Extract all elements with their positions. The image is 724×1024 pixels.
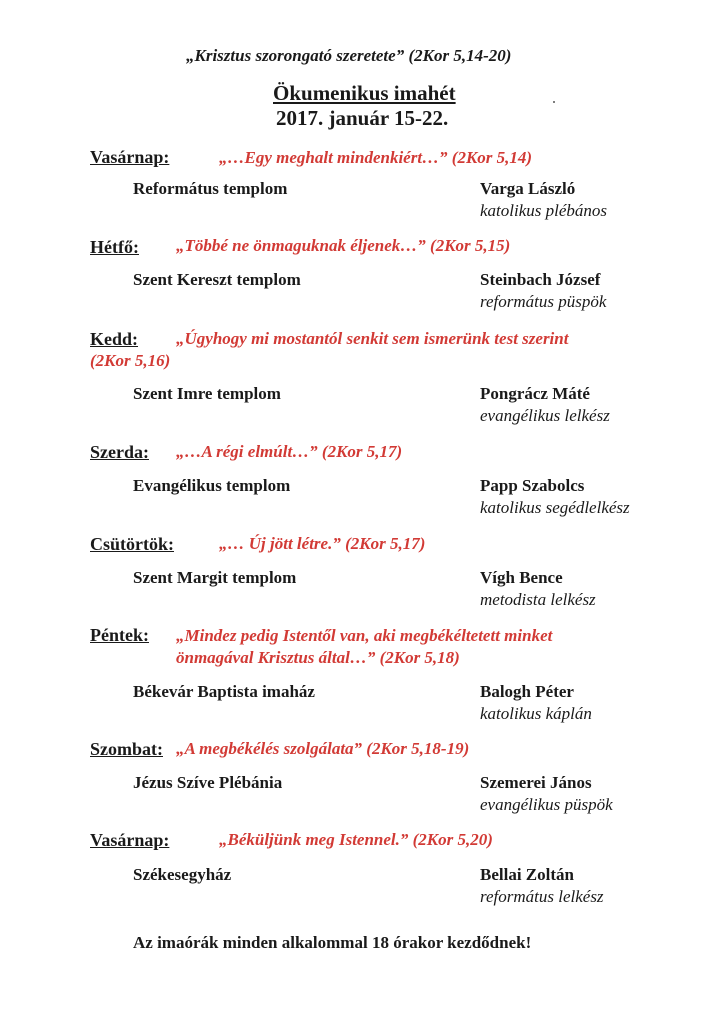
footer-note: Az imaórák minden alkalommal 18 órakor kezdődnek! <box>133 933 532 952</box>
day-verse: „… Új jött létre.” (2Kor 5,17) <box>219 534 426 553</box>
day-label: Szombat: <box>90 739 163 759</box>
scan-speck <box>553 101 555 103</box>
preacher-role: katolikus káplán <box>480 704 592 723</box>
day-label: Vasárnap: <box>90 830 170 850</box>
day-label: Szerda: <box>90 442 149 462</box>
preacher-name: Vígh Bence <box>480 568 563 587</box>
day-verse-continued: (2Kor 5,16) <box>90 351 171 370</box>
day-verse-continued: önmagával Krisztus által…” (2Kor 5,18) <box>176 648 460 667</box>
preacher-name: Papp Szabolcs <box>480 476 585 495</box>
day-label: Vasárnap: <box>90 147 170 167</box>
day-label: Kedd: <box>90 329 139 349</box>
day-verse: „A megbékélés szolgálata” (2Kor 5,18-19) <box>176 739 470 758</box>
preacher-role: katolikus plébános <box>480 201 608 220</box>
preacher-name: Bellai Zoltán <box>480 865 574 884</box>
preacher-name: Szemerei János <box>480 773 592 792</box>
day-verse: „Úgyhogy mi mostantól senkit sem ismerünk test szerint <box>176 329 569 348</box>
preacher-role: református lelkész <box>480 887 604 906</box>
venue: Szent Margit templom <box>133 568 297 587</box>
venue: Szent Kereszt templom <box>133 270 301 289</box>
preacher-name: Pongrácz Máté <box>480 384 590 403</box>
venue: Református templom <box>133 179 288 198</box>
day-verse: „Béküljünk meg Istennel.” (2Kor 5,20) <box>219 830 493 849</box>
venue: Szent Imre templom <box>133 384 281 403</box>
day-label: Hétfő: <box>90 237 139 257</box>
day-verse: „…A régi elmúlt…” (2Kor 5,17) <box>176 442 403 461</box>
venue: Békevár Baptista imaház <box>133 682 315 701</box>
date-range: 2017. január 15-22. <box>276 106 449 130</box>
preacher-name: Balogh Péter <box>480 682 574 701</box>
preacher-role: református püspök <box>480 292 607 311</box>
venue: Evangélikus templom <box>133 476 291 495</box>
page-title: Ökumenikus imahét <box>273 81 456 105</box>
motto: „Krisztus szorongató szeretete” (2Kor 5,14-20) <box>186 46 512 65</box>
preacher-role: evangélikus püspök <box>480 795 613 814</box>
day-verse: „…Egy meghalt mindenkiért…” (2Kor 5,14) <box>219 148 533 167</box>
preacher-role: evangélikus lelkész <box>480 406 610 425</box>
preacher-name: Steinbach József <box>480 270 601 289</box>
venue: Jézus Szíve Plébánia <box>133 773 283 792</box>
preacher-role: katolikus segédlelkész <box>480 498 630 517</box>
venue: Székesegyház <box>133 865 232 884</box>
preacher-name: Varga László <box>480 179 576 198</box>
day-verse: „Többé ne önmaguknak éljenek…” (2Kor 5,15) <box>176 236 511 255</box>
day-label: Péntek: <box>90 625 149 645</box>
day-verse: „Mindez pedig Istentől van, aki megbékéltetett minket <box>176 626 553 645</box>
day-label: Csütörtök: <box>90 534 174 554</box>
preacher-role: metodista lelkész <box>480 590 596 609</box>
